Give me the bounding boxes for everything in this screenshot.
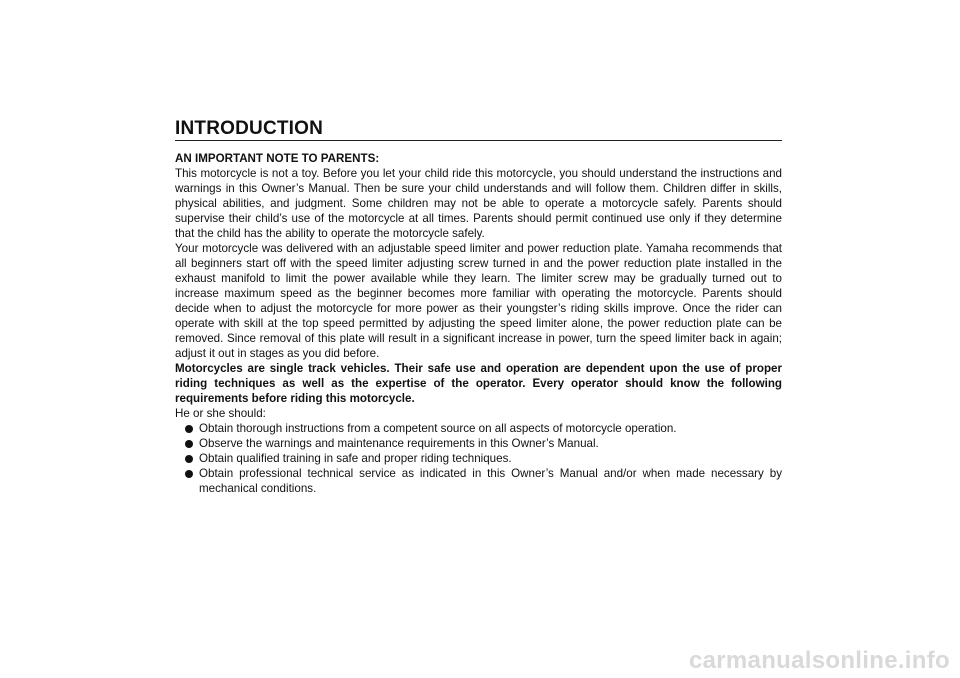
- list-intro: He or she should:: [175, 407, 266, 420]
- list-item: [185, 436, 782, 451]
- bullet-icon: [185, 425, 193, 433]
- paragraph-toy-warning: This motorcycle is not a toy. Before you let your child ride this motorcycle, you should understand the instructions and warnings in this Owner’s Manual. Then be sure your child understands and will follow them. Children differ in skills, physical abilities, and judgment. Some children may not be able to operate a motorcycle safely. Parents should supervise their child’s use of the motorcycle at all times. Parents should permit continued use only if they determine that the child has the ability to operate the motorcycle safely.: [175, 167, 782, 240]
- list-item: [185, 421, 782, 436]
- list-item-text: Observe the warnings and maintenance requirements in this Owner’s Manual.: [199, 437, 599, 450]
- introduction-body: [175, 151, 782, 496]
- requirements-list: [175, 421, 782, 496]
- list-item-text: Obtain professional technical service as indicated in this Owner’s Manual and/or when made necessary by mechanical conditions.: [199, 467, 782, 495]
- list-item-text: Obtain thorough instructions from a competent source on all aspects of motorcycle operation.: [199, 422, 677, 435]
- paragraph-speed-limiter: Your motorcycle was delivered with an adjustable speed limiter and power reduction plate. Yamaha recommends that all beginners start off with the speed limiter adjusting screw turned in and the power reduction plate installed in the exhaust manifold to limit the power available while they learn. The limiter screw may be gradually turned out to increase maximum speed as the beginner becomes more familiar with operating the motorcycle. Parents should decide when to adjust the motorcycle for more power as their youngster’s riding skills improve. Once the rider can operate with skill at the top speed permitted by adjusting the speed limiter alone, the power reduction plate can be removed. Since removal of this plate will result in a significant increase in power, turn the speed limiter back in again; adjust it out in stages as you did before.: [175, 242, 782, 360]
- note-heading: AN IMPORTANT NOTE TO PARENTS:: [175, 152, 380, 165]
- page-title: INTRODUCTION: [175, 118, 324, 139]
- bullet-icon: [185, 470, 193, 478]
- watermark: carmanualsonline.info: [688, 647, 950, 674]
- bullet-icon: [185, 455, 193, 463]
- list-item-text: Obtain qualified training in safe and proper riding techniques.: [199, 452, 512, 465]
- list-item: [185, 466, 782, 496]
- bullet-icon: [185, 440, 193, 448]
- list-item: [185, 451, 782, 466]
- paragraph-single-track: Motorcycles are single track vehicles. Their safe use and operation are dependent upon the use of proper riding techniques as well as the expertise of the operator. Every operator should know the following requirements before riding this motorcycle.: [175, 362, 782, 405]
- section-header: [175, 118, 782, 141]
